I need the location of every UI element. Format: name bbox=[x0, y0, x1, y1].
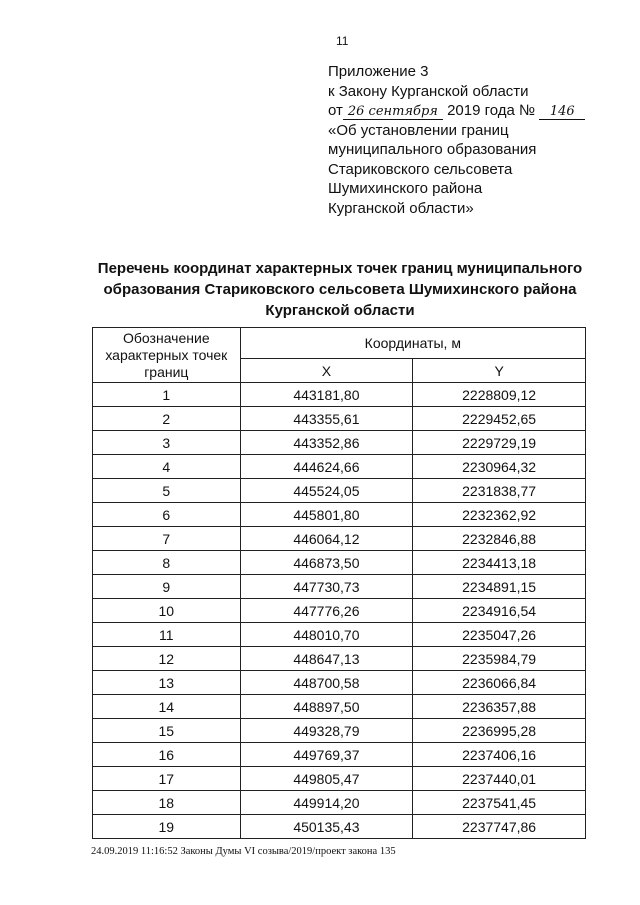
coordinate-y: 2230964,32 bbox=[413, 455, 586, 479]
coordinate-x: 449805,47 bbox=[240, 767, 413, 791]
coordinate-y: 2229452,65 bbox=[413, 407, 586, 431]
coordinate-y: 2234891,15 bbox=[413, 575, 586, 599]
coordinate-y: 2232362,92 bbox=[413, 503, 586, 527]
point-number: 15 bbox=[93, 719, 241, 743]
coordinate-x: 449914,20 bbox=[240, 791, 413, 815]
coordinate-y: 2231838,77 bbox=[413, 479, 586, 503]
point-number: 17 bbox=[93, 767, 241, 791]
appendix-title: Приложение 3 bbox=[328, 63, 429, 80]
coordinate-x: 446873,50 bbox=[240, 551, 413, 575]
law-title-line-4: Шумихинского района bbox=[328, 180, 483, 197]
point-number: 5 bbox=[93, 479, 241, 503]
coordinate-x: 445524,05 bbox=[240, 479, 413, 503]
point-number: 9 bbox=[93, 575, 241, 599]
point-number: 4 bbox=[93, 455, 241, 479]
table-row bbox=[93, 503, 586, 527]
point-number: 19 bbox=[93, 815, 241, 839]
point-number: 12 bbox=[93, 647, 241, 671]
law-title-line-1: «Об установлении границ bbox=[328, 121, 509, 139]
coordinate-x: 448647,13 bbox=[240, 647, 413, 671]
header-x: X bbox=[240, 359, 413, 383]
coordinate-y: 2237747,86 bbox=[413, 815, 586, 839]
handwritten-number: 146 bbox=[539, 105, 585, 120]
table-row bbox=[93, 743, 586, 767]
date-prefix: от bbox=[328, 102, 343, 119]
point-number: 16 bbox=[93, 743, 241, 767]
coordinate-x: 448897,50 bbox=[240, 695, 413, 719]
table-row bbox=[93, 527, 586, 551]
coordinate-y: 2235984,79 bbox=[413, 647, 586, 671]
appendix-block bbox=[328, 62, 585, 218]
coordinate-x: 443355,61 bbox=[240, 407, 413, 431]
date-suffix: 2019 года № bbox=[447, 102, 536, 119]
table-row bbox=[93, 599, 586, 623]
point-number: 18 bbox=[93, 791, 241, 815]
table-row bbox=[93, 383, 586, 407]
point-number: 10 bbox=[93, 599, 241, 623]
document-title-line-1: Перечень координат характерных точек границ муниципального bbox=[97, 260, 583, 277]
table-row bbox=[93, 719, 586, 743]
table-row bbox=[93, 407, 586, 431]
coordinate-y: 2228809,12 bbox=[413, 383, 586, 407]
coordinate-y: 2229729,19 bbox=[413, 431, 586, 455]
point-number: 3 bbox=[93, 431, 241, 455]
coordinate-y: 2235047,26 bbox=[413, 623, 586, 647]
coordinate-x: 447730,73 bbox=[240, 575, 413, 599]
coordinate-x: 447776,26 bbox=[240, 599, 413, 623]
point-number: 8 bbox=[93, 551, 241, 575]
point-number: 1 bbox=[93, 383, 241, 407]
table-row bbox=[93, 551, 586, 575]
law-title-line-5: Курганской области» bbox=[328, 199, 474, 217]
table-row bbox=[93, 815, 586, 839]
point-number: 14 bbox=[93, 695, 241, 719]
coordinate-y: 2236357,88 bbox=[413, 695, 586, 719]
footer-stamp: 24.09.2019 11:16:52 Законы Думы VI созыва/2019/проект закона 135 bbox=[91, 846, 396, 857]
coordinate-y: 2234916,54 bbox=[413, 599, 586, 623]
document-title bbox=[60, 258, 620, 321]
coordinate-y: 2236995,28 bbox=[413, 719, 586, 743]
table-row bbox=[93, 623, 586, 647]
coordinate-x: 450135,43 bbox=[240, 815, 413, 839]
handwritten-date: 26 сентября bbox=[343, 105, 443, 120]
coordinate-x: 443181,80 bbox=[240, 383, 413, 407]
table-row bbox=[93, 479, 586, 503]
header-designation: Обозначение характерных точек границ bbox=[93, 328, 241, 383]
coordinate-x: 449769,37 bbox=[240, 743, 413, 767]
coordinate-x: 448010,70 bbox=[240, 623, 413, 647]
coordinate-x: 448700,58 bbox=[240, 671, 413, 695]
page-number: 11 bbox=[336, 34, 349, 48]
coordinates-table bbox=[92, 327, 586, 839]
point-number: 7 bbox=[93, 527, 241, 551]
coordinate-x: 449328,79 bbox=[240, 719, 413, 743]
table-row bbox=[93, 671, 586, 695]
header-y: Y bbox=[413, 359, 586, 383]
table-row bbox=[93, 431, 586, 455]
law-title-line-2: муниципального образования bbox=[328, 141, 537, 158]
document-title-line-3: Курганской области bbox=[265, 302, 415, 319]
law-title-line-3: Стариковского сельсовета bbox=[328, 160, 513, 178]
coordinate-x: 445801,80 bbox=[240, 503, 413, 527]
table-row bbox=[93, 791, 586, 815]
header-coordinates: Координаты, м bbox=[240, 328, 585, 359]
coordinate-y: 2234413,18 bbox=[413, 551, 586, 575]
coordinate-x: 443352,86 bbox=[240, 431, 413, 455]
coordinate-y: 2237541,45 bbox=[413, 791, 586, 815]
coordinate-y: 2237440,01 bbox=[413, 767, 586, 791]
table-row bbox=[93, 575, 586, 599]
point-number: 13 bbox=[93, 671, 241, 695]
point-number: 11 bbox=[93, 623, 241, 647]
table-row bbox=[93, 695, 586, 719]
coordinate-x: 444624,66 bbox=[240, 455, 413, 479]
appendix-law-ref: к Закону Курганской области bbox=[328, 82, 529, 100]
table-row bbox=[93, 455, 586, 479]
appendix-date-line bbox=[328, 101, 585, 121]
table-row bbox=[93, 647, 586, 671]
coordinate-y: 2237406,16 bbox=[413, 743, 586, 767]
document-title-line-2: образования Стариковского сельсовета Шумихинского района bbox=[103, 281, 577, 298]
point-number: 2 bbox=[93, 407, 241, 431]
point-number: 6 bbox=[93, 503, 241, 527]
coordinate-y: 2232846,88 bbox=[413, 527, 586, 551]
coordinate-x: 446064,12 bbox=[240, 527, 413, 551]
table-row bbox=[93, 767, 586, 791]
coordinate-y: 2236066,84 bbox=[413, 671, 586, 695]
